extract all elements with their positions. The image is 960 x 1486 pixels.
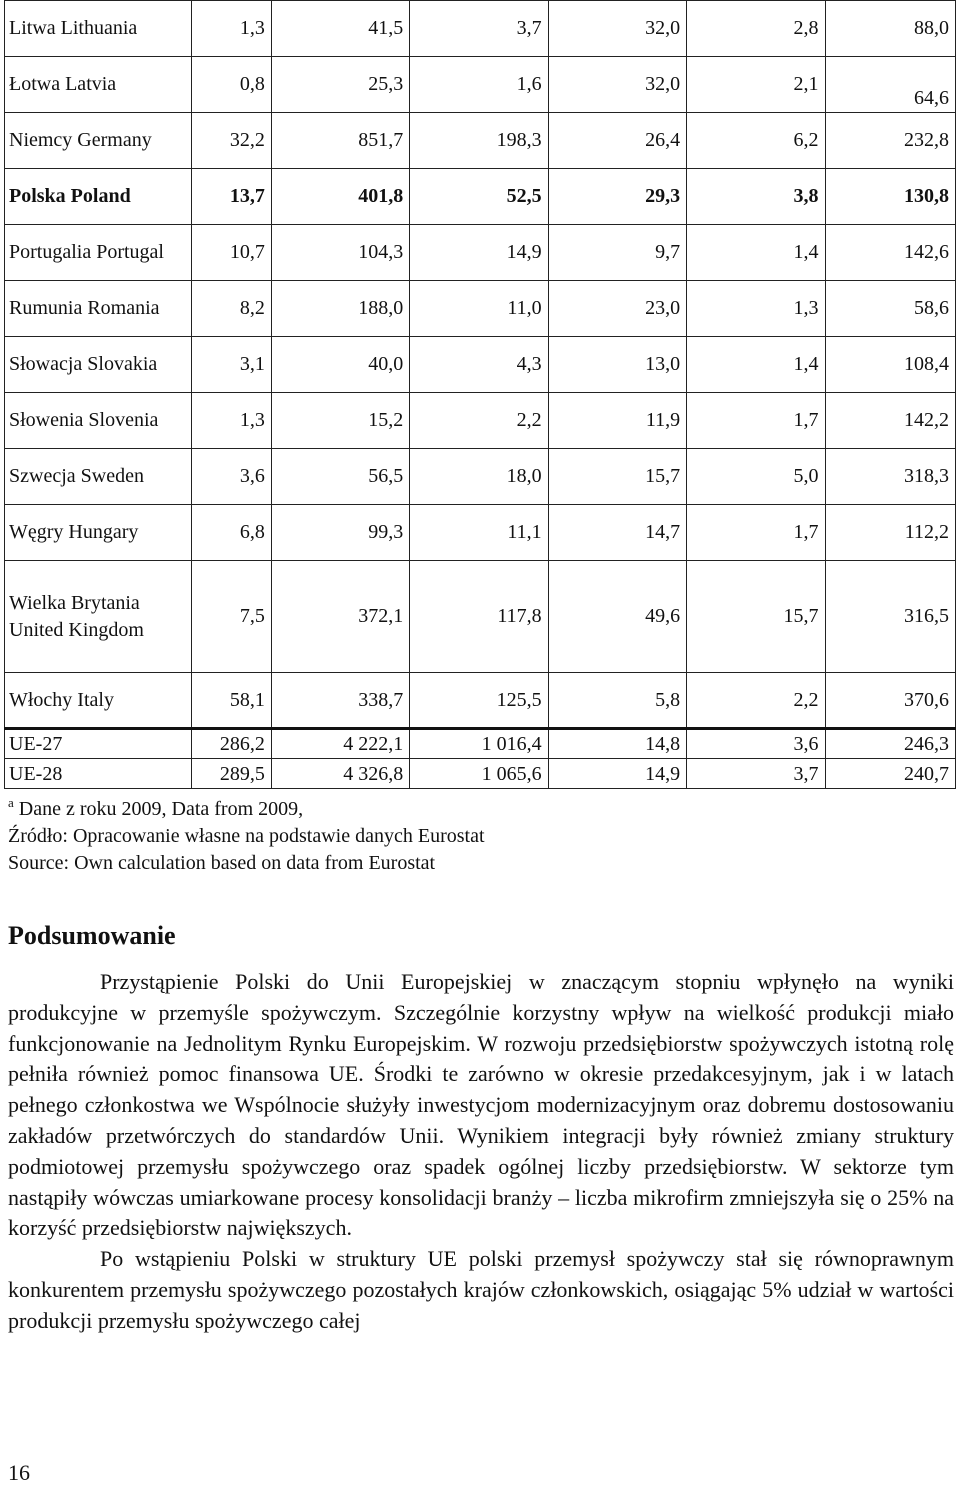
value-cell: 5,8 — [548, 673, 686, 729]
table-row — [5, 169, 956, 225]
value-cell: 1,6 — [410, 57, 548, 113]
table-row — [5, 505, 956, 561]
value-cell: 3,7 — [687, 759, 825, 789]
value-cell: 5,0 — [687, 449, 825, 505]
country-cell: UE-27 — [5, 729, 192, 759]
value-cell: 23,0 — [548, 281, 686, 337]
value-cell: 6,8 — [191, 505, 271, 561]
value-cell: 338,7 — [271, 673, 409, 729]
value-cell: 4 222,1 — [271, 729, 409, 759]
paragraph: Po wstąpieniu Polski w struktury UE polski przemysł spożywczy stał się równoprawnym konkurentem przemysłu spożywczego pozostałych krajów członkowskich, osiągając 5% udział w wartości produkcji przemysłu spożywczego całej — [8, 1246, 954, 1333]
value-cell: 26,4 — [548, 113, 686, 169]
value-cell: 11,1 — [410, 505, 548, 561]
value-cell: 40,0 — [271, 337, 409, 393]
value-cell: 11,9 — [548, 393, 686, 449]
table-row — [5, 759, 956, 789]
value-cell: 401,8 — [271, 169, 409, 225]
value-cell: 14,9 — [548, 759, 686, 789]
country-cell: Polska Poland — [5, 169, 192, 225]
country-cell: Łotwa Latvia — [5, 57, 192, 113]
value-cell: 32,2 — [191, 113, 271, 169]
country-cell: Rumunia Romania — [5, 281, 192, 337]
value-cell: 15,7 — [548, 449, 686, 505]
value-cell: 3,6 — [687, 729, 825, 759]
value-cell: 851,7 — [271, 113, 409, 169]
table-row — [5, 281, 956, 337]
value-cell: 1,3 — [687, 281, 825, 337]
value-cell: 14,7 — [548, 505, 686, 561]
footnote-mark: a — [8, 795, 14, 810]
value-cell: 2,2 — [687, 673, 825, 729]
value-cell: 52,5 — [410, 169, 548, 225]
source-en: Source: Own calculation based on data from Eurostat — [8, 852, 436, 874]
section-title: Podsumowanie — [8, 921, 176, 950]
value-cell: 13,7 — [191, 169, 271, 225]
value-cell: 125,5 — [410, 673, 548, 729]
value-cell: 0,8 — [191, 57, 271, 113]
value-cell: 1,4 — [687, 225, 825, 281]
value-cell: 198,3 — [410, 113, 548, 169]
value-cell: 88,0 — [825, 1, 955, 57]
value-cell: 1,4 — [687, 337, 825, 393]
value-cell: 188,0 — [271, 281, 409, 337]
value-cell: 3,6 — [191, 449, 271, 505]
country-cell: Litwa Lithuania — [5, 1, 192, 57]
country-cell: Słowacja Slovakia — [5, 337, 192, 393]
value-cell: 2,1 — [687, 57, 825, 113]
value-cell: 1,7 — [687, 505, 825, 561]
value-cell: 49,6 — [548, 561, 686, 673]
value-cell: 370,6 — [825, 673, 955, 729]
value-cell: 14,8 — [548, 729, 686, 759]
country-cell: Szwecja Sweden — [5, 449, 192, 505]
value-cell: 13,0 — [548, 337, 686, 393]
value-cell: 58,6 — [825, 281, 955, 337]
value-cell: 10,7 — [191, 225, 271, 281]
value-cell: 240,7 — [825, 759, 955, 789]
table-row — [5, 673, 956, 729]
table-row — [5, 337, 956, 393]
table-row — [5, 393, 956, 449]
table-notes — [8, 796, 485, 877]
country-cell: Wielka Brytania United Kingdom — [5, 561, 192, 673]
value-cell: 1,3 — [191, 1, 271, 57]
table-row — [5, 113, 956, 169]
country-cell: Niemcy Germany — [5, 113, 192, 169]
value-cell: 372,1 — [271, 561, 409, 673]
value-cell: 289,5 — [191, 759, 271, 789]
value-cell: 104,3 — [271, 225, 409, 281]
value-cell: 3,7 — [410, 1, 548, 57]
country-cell: Słowenia Slovenia — [5, 393, 192, 449]
value-cell: 15,2 — [271, 393, 409, 449]
value-cell: 14,9 — [410, 225, 548, 281]
value-cell: 25,3 — [271, 57, 409, 113]
value-cell: 99,3 — [271, 505, 409, 561]
value-cell: 18,0 — [410, 449, 548, 505]
table-row — [5, 729, 956, 759]
value-cell: 2,2 — [410, 393, 548, 449]
value-cell: 117,8 — [410, 561, 548, 673]
footnote-text: Dane z roku 2009, Data from 2009, — [18, 798, 304, 820]
country-cell: UE-28 — [5, 759, 192, 789]
table-row — [5, 561, 956, 673]
footnote — [8, 796, 485, 823]
country-cell: Portugalia Portugal — [5, 225, 192, 281]
value-cell: 64,6 — [825, 57, 955, 113]
country-cell: Włochy Italy — [5, 673, 192, 729]
value-cell: 232,8 — [825, 113, 955, 169]
value-cell: 142,2 — [825, 393, 955, 449]
country-cell: Węgry Hungary — [5, 505, 192, 561]
value-cell: 11,0 — [410, 281, 548, 337]
value-cell: 4,3 — [410, 337, 548, 393]
value-cell: 286,2 — [191, 729, 271, 759]
value-cell: 6,2 — [687, 113, 825, 169]
value-cell: 8,2 — [191, 281, 271, 337]
value-cell: 112,2 — [825, 505, 955, 561]
value-cell: 3,8 — [687, 169, 825, 225]
value-cell: 7,5 — [191, 561, 271, 673]
table-row — [5, 57, 956, 113]
value-cell: 29,3 — [548, 169, 686, 225]
statistics-table — [4, 0, 956, 789]
value-cell: 56,5 — [271, 449, 409, 505]
value-cell: 246,3 — [825, 729, 955, 759]
value-cell: 58,1 — [191, 673, 271, 729]
value-cell: 316,5 — [825, 561, 955, 673]
value-cell: 32,0 — [548, 1, 686, 57]
summary-body — [8, 967, 954, 1337]
paragraph: Przystąpienie Polski do Unii Europejskiej w znaczącym stopniu wpłynęło na wyniki produkcyjne w przemyśle spożywczym. Szczególnie korzystny wpływ na wielkość produkcji miało funkcjonowanie na Jednolitym Rynku Europejskim. W rozwoju przedsiębiorstw spożywczych istotną rolę pełniła również pomoc finansowa UE. Środki te zarówno w okresie przedakcesyjnym, jak i w latach pełnego członkostwa we Wspólnocie służyły inwestycjom modernizacyjnym oraz dobremu dostosowaniu zakładów przetwórczych do standardów Unii. Wynikiem integracji były również zmiany struktury podmiotowej przemysłu spożywczego oraz spadek ogólnej liczby przedsiębiorstw. W sektorze tym nastąpiły wówczas umiarkowane procesy konsolidacji branży – liczba mikrofirm zmniejszyła się o 25% na korzyść przedsiębiorstw największych. — [8, 969, 954, 1241]
value-cell: 130,8 — [825, 169, 955, 225]
value-cell: 32,0 — [548, 57, 686, 113]
value-cell: 41,5 — [271, 1, 409, 57]
value-cell: 4 326,8 — [271, 759, 409, 789]
value-cell: 1 016,4 — [410, 729, 548, 759]
page-number: 16 — [8, 1460, 30, 1485]
table-row — [5, 449, 956, 505]
value-cell: 2,8 — [687, 1, 825, 57]
table-row — [5, 1, 956, 57]
value-cell: 142,6 — [825, 225, 955, 281]
value-cell: 3,1 — [191, 337, 271, 393]
value-cell: 15,7 — [687, 561, 825, 673]
value-cell: 1 065,6 — [410, 759, 548, 789]
value-cell: 318,3 — [825, 449, 955, 505]
source-pl: Źródło: Opracowanie własne na podstawie danych Eurostat — [8, 825, 485, 847]
value-cell: 1,3 — [191, 393, 271, 449]
table-row — [5, 225, 956, 281]
value-cell: 108,4 — [825, 337, 955, 393]
value-cell: 9,7 — [548, 225, 686, 281]
value-cell: 1,7 — [687, 393, 825, 449]
